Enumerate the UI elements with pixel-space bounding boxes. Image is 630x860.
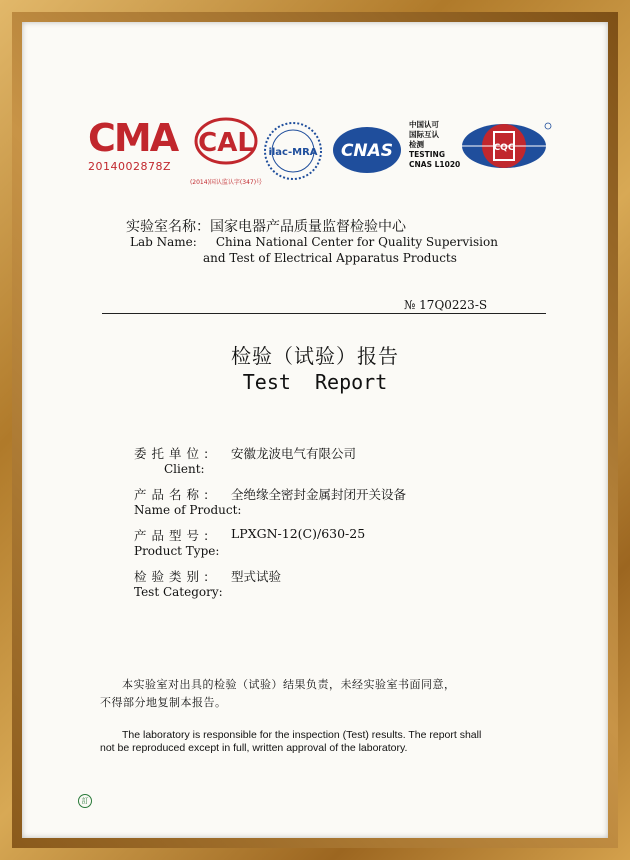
cqc-logo [460, 118, 552, 178]
ilac-globe-icon [262, 120, 324, 182]
cnas-oval-icon [332, 126, 402, 174]
title-en: Test Report [242, 370, 388, 394]
test-category-label-en: Test Category: [134, 585, 223, 599]
statement-en-line1: The laboratory is responsible for the inspection (Test) results. The report shall [122, 729, 482, 741]
title-cn: 检验（试验）报告 [231, 344, 399, 368]
cal-seal-icon [180, 117, 272, 173]
test-category-label-cn: 检验类别: [134, 569, 214, 584]
divider-line [102, 313, 546, 314]
lab-name-cn: 实验室名称：国家电器产品质量监督检验中心 [126, 219, 406, 235]
lab-name-label: Lab Name: [130, 235, 197, 249]
cal-number: (2014)国认监认字(347)号 [189, 179, 263, 186]
binding-stamp: 訂 [78, 794, 92, 808]
ilac-mark: ilac-MRA [268, 147, 318, 158]
client-label-cn: 委托单位: [134, 446, 214, 461]
cert-line: CNAS L1020 [409, 160, 461, 169]
product-name-label-cn: 产品名称: [134, 487, 214, 502]
product-name-value: 全绝缘全密封金属封闭开关设备 [231, 487, 407, 502]
statement-en-line2: not be reproduced except in full, written approval of the laboratory. [100, 742, 408, 754]
cqc-globe-icon [460, 118, 552, 174]
cert-line: 国际互认 [409, 130, 439, 139]
cma-logo [88, 118, 180, 173]
report-cover-page [22, 22, 608, 838]
product-type-label-en: Product Type: [134, 544, 220, 558]
cnas-accreditation-text [409, 120, 460, 170]
test-category-value: 型式试验 [231, 569, 282, 584]
lab-name-en-1: China National Center for Quality Supervision [215, 235, 498, 249]
product-type-label-cn: 产品型号: [134, 528, 214, 543]
product-name-label-en: Name of Product: [134, 503, 242, 517]
cnas-logo [332, 126, 402, 178]
product-type-value: LPXGN-12(C)/630-25 [231, 526, 366, 541]
lab-name-en-2: and Test of Electrical Apparatus Products [203, 251, 457, 265]
cma-mark: CMA [88, 116, 178, 160]
cma-number: 2014002878Z [88, 160, 172, 173]
cert-line: TESTING [409, 150, 445, 159]
report-number: № 17Q0223-S [404, 298, 488, 312]
cert-line: 检测 [409, 140, 424, 149]
client-label-en: Client: [164, 462, 205, 476]
ilac-mra-logo [262, 120, 324, 186]
cert-line: 中国认可 [409, 120, 439, 129]
lab-name-en-line1 [130, 235, 498, 249]
statement-cn-line2: 不得部分地复制本报告。 [100, 696, 227, 709]
cnas-mark: CNAS [340, 141, 394, 161]
cal-logo [180, 117, 272, 186]
cqc-mark: CQC [493, 143, 515, 153]
cal-mark: CAL [198, 128, 254, 158]
client-value: 安徽龙波电气有限公司 [231, 446, 357, 461]
statement-cn-line1: 本实验室对出具的检验（试验）结果负责，未经实验室书面同意， [122, 678, 456, 691]
